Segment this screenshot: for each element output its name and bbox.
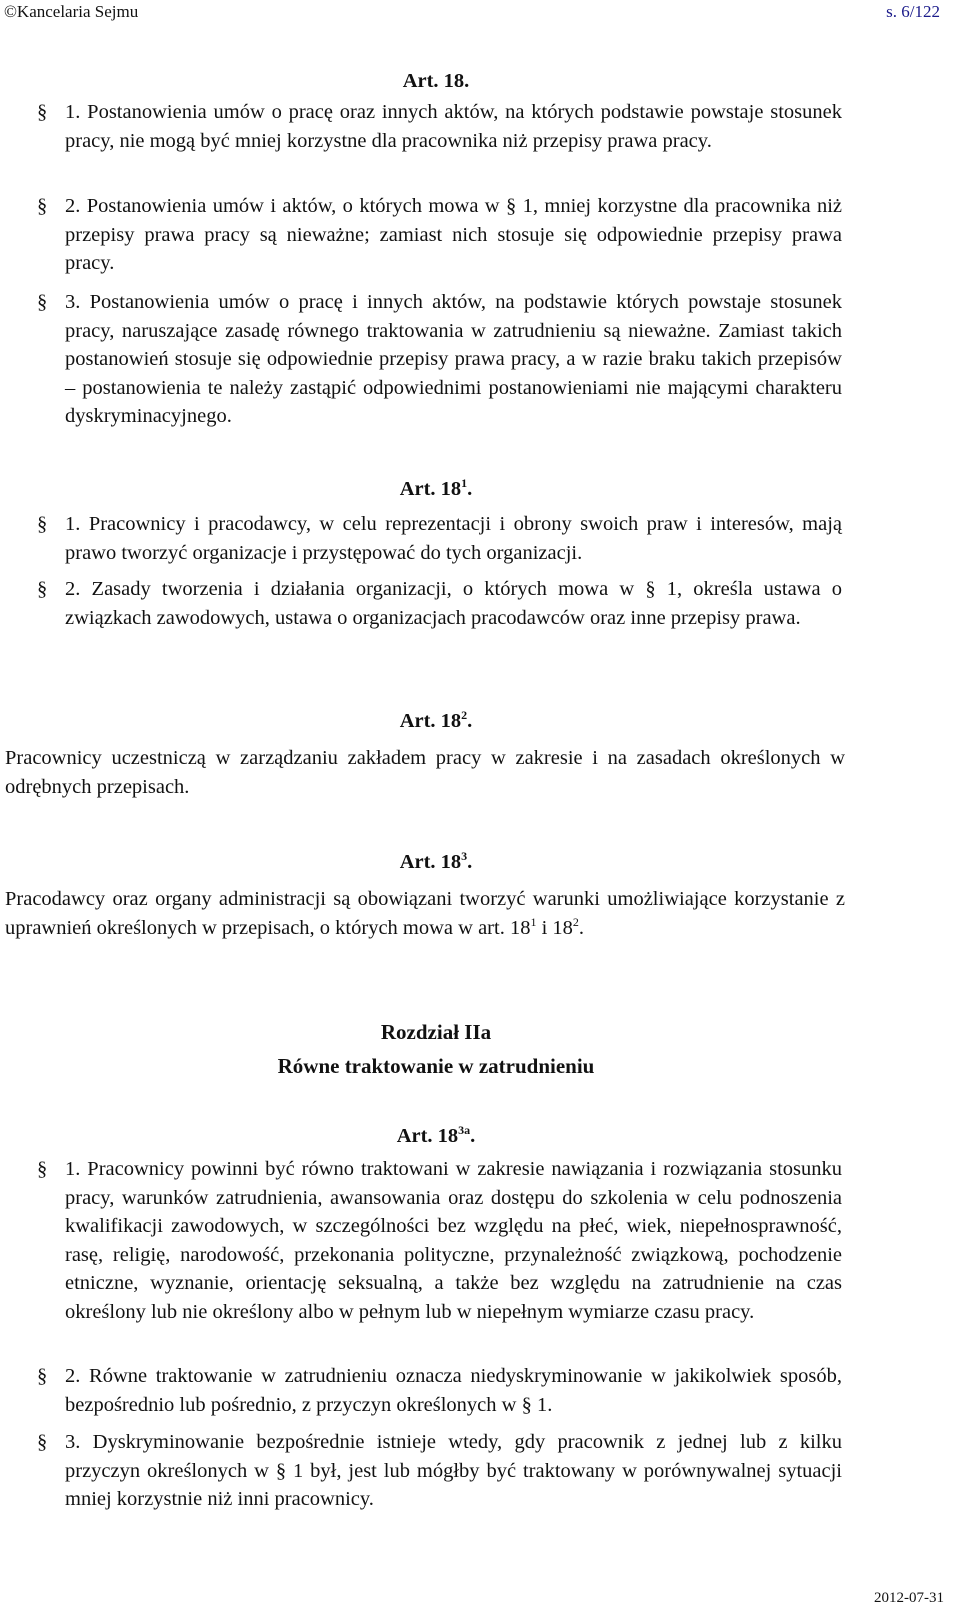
page-number-link[interactable]: s. 6/122: [886, 2, 940, 21]
section-mark: §: [37, 1158, 48, 1180]
chapter-number: Rozdział IIa: [380, 1020, 492, 1044]
art18-3a-para-3: [37, 1428, 842, 1514]
paragraph-text: 1. Pracownicy powinni być równo traktowani w zakresie nawiązania i rozwiązania stosunku pracy, warunków zatrudnienia, awansowania oraz dostępu do szkolenia w celu podnoszenia kwalifikacji zawodowych, w szczególności bez względu na płeć, wiek, niepełnosprawność, rasę, religię, narodowość, przekonania polityczne, przynależność związkową, pochodzenie etniczne, wyznanie, orientację seksualną, a także bez względu na zatrudnienie na czas określony lub nie określony albo w pełnym lub w niepełnym wymiarze czasu pracy.: [65, 1158, 842, 1323]
paragraph-text: 3. Dyskryminowanie bezpośrednie istnieje wtedy, gdy pracownik z jednej lub z kilku przyczyn określonych w § 1 był, jest lub mógłby być traktowany w porównywalnej sytuacji mniej korzystnie niż inni pracownicy.: [65, 1431, 842, 1510]
section-mark: §: [37, 101, 48, 123]
article-18-title: Art. 18.: [402, 70, 470, 92]
section-mark: §: [37, 291, 48, 313]
article-18-2-title: Art. $18^2$.: [399, 708, 473, 732]
article-18-1-title: Art. $18^1$.: [399, 476, 473, 500]
art18-para-1: [37, 98, 842, 155]
paragraph-text: 1. Pracownicy i pracodawcy, w celu reprezentacji i obrony swoich praw i interesów, mają prawo tworzyć organizacje i przystępować do tych organizacji.: [65, 513, 842, 564]
art18-para-2: [37, 192, 842, 278]
art18-1-para-1: [37, 510, 842, 567]
section-mark: §: [37, 1365, 48, 1387]
paragraph-text: 3. Postanowienia umów o pracę i innych aktów, na podstawie których powstaje stosunek pracy, naruszające zasadę równego traktowania w zatrudnieniu są nieważne. Zamiast takich postanowień stosuje się odpowiednie przepisy prawa pracy, a w razie braku takich przepisów – postanowienia te należy zastąpić odpowiednimi postanowieniami nie mającymi charakteru dyskryminacyjnego.: [65, 291, 842, 427]
document-date: 2012-07-31: [874, 1590, 944, 1606]
paragraph-text: 1. Postanowienia umów o pracę oraz innych aktów, na których podstawie powstaje stosunek pracy, nie mogą być mniej korzystne dla pracownika niż przepisy prawa pracy.: [65, 101, 842, 152]
paragraph-text: 2. Postanowienia umów i aktów, o których mowa w § 1, mniej korzystne dla pracownika niż przepisy prawa pracy są nieważne; zamiast nich stosuje się odpowiednie przepisy prawa pracy.: [65, 195, 842, 274]
paragraph-text: 2. Równe traktowanie w zatrudnieniu oznacza niedyskryminowanie w jakikolwiek sposób, bezpośrednio lub pośrednio, z przyczyn określonych w § 1.: [65, 1365, 842, 1416]
article-18-3a-title: Art. $18^{3a}$.: [396, 1123, 476, 1147]
art18-3a-para-2: [37, 1362, 842, 1419]
art18-1-para-2: [37, 575, 842, 632]
paragraph-text: 2. Zasady tworzenia i działania organizacji, o których mowa w § 1, określa ustawa o związkach zawodowych, ustawa o organizacjach pracodawców oraz inne przepisy prawa.: [65, 578, 842, 629]
art18-3-text: Pracodawcy oraz organy administracji są obowiązani tworzyć warunki umożliwiające korzystanie z uprawnień określonych w przepisach, o których mowa w art. $18^1$ i $18^2$.: [5, 888, 845, 939]
section-mark: §: [37, 1431, 48, 1453]
article-18-3-title: Art. $18^3$.: [399, 849, 473, 873]
art18-3a-para-1: [37, 1155, 842, 1326]
section-mark: §: [37, 513, 48, 535]
section-mark: §: [37, 195, 48, 217]
section-mark: §: [37, 578, 48, 600]
art18-para-3: [37, 288, 842, 431]
copyright-label: ©Kancelaria Sejmu: [4, 2, 139, 21]
chapter-title: Równe traktowanie w zatrudnieniu: [277, 1054, 595, 1078]
art18-2-text: Pracownicy uczestniczą w zarządzaniu zakładem pracy w zakresie i na zasadach określonych w odrębnych przepisach.: [5, 747, 845, 798]
